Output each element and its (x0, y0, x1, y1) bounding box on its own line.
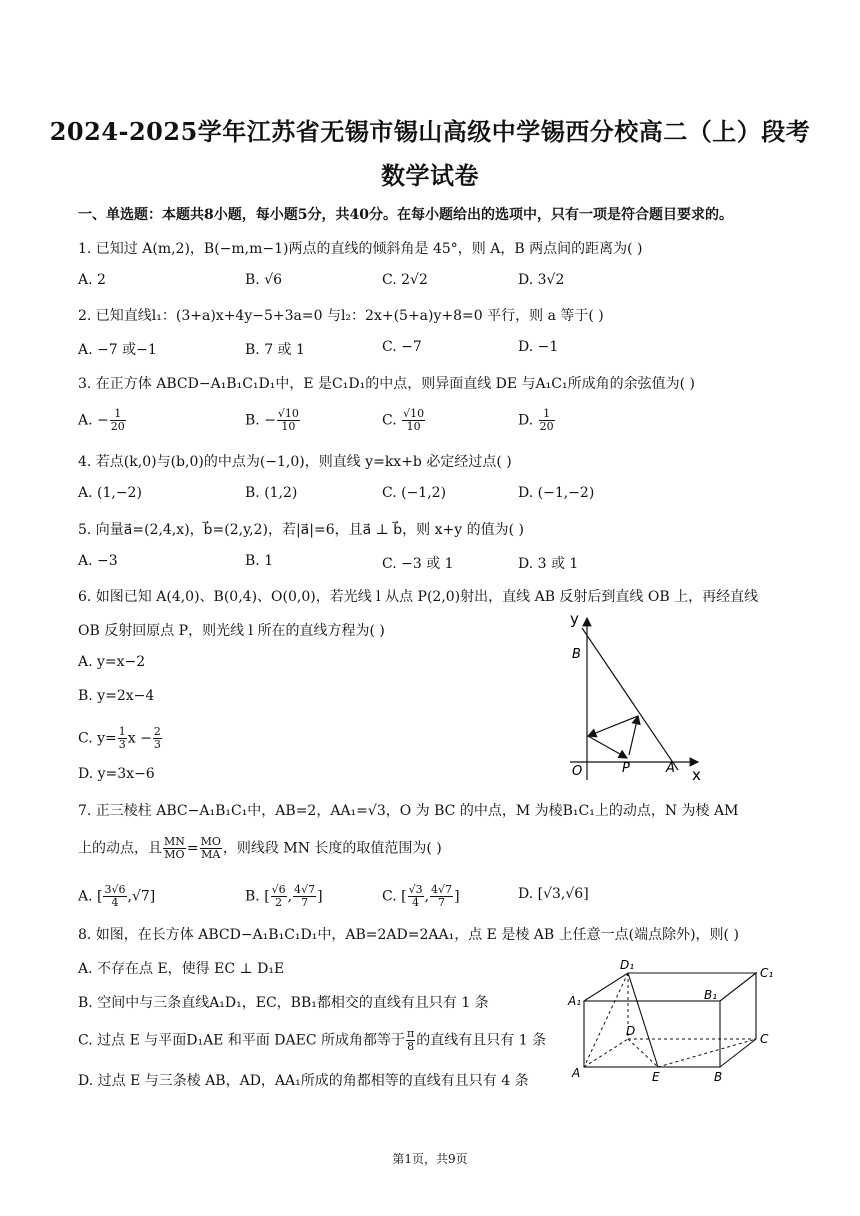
question-6-line-2: OB 反射回原点 P，则光线 l 所在的直线方程为( ) (78, 623, 385, 639)
reflection-figure (560, 610, 710, 788)
q1-option-d: D. 3√2 (518, 272, 565, 288)
q5-option-c: C. −3 或 1 (382, 556, 454, 572)
q3-option-a: A. − $\frac{1}{20}$ (78, 407, 125, 433)
q8-option-b: B. 空间中与三条直线A₁D₁，EC，BB₁都相交的直线有且只有 1 条 (78, 995, 489, 1011)
question-7-line-2: 上的动点，且 $\frac{MN}{MO}$ = $\frac{MO}{MA}$ ，则线段 MN 长度的取值范围为( ) (78, 835, 442, 861)
question-2: 2. 已知直线l₁：(3+a)x+4y−5+3a=0 与l₂：2x+(5+a)y+8=0 平行，则 a 等于( ) (78, 308, 604, 324)
q3-option-c: C. $\frac{√10}{10}$ (382, 407, 425, 433)
q2-option-c: C. −7 (382, 339, 422, 355)
label-o: O (572, 764, 583, 779)
label-b: B (572, 647, 581, 662)
label-e: E (652, 1070, 660, 1084)
label-b1: B₁ (704, 988, 718, 1002)
label-d: D (626, 1024, 636, 1038)
label-b: B (714, 1070, 723, 1084)
label-c1: C₁ (760, 966, 774, 980)
q4-option-d: D. (−1,−2) (518, 485, 595, 501)
question-8: 8. 如图，在长方体 ABCD−A₁B₁C₁D₁中，AB=2AD=2AA₁，点 E 是棱 AB 上任意一点(端点除外)，则( ) (78, 927, 739, 943)
label-p: P (622, 761, 630, 776)
question-1: 1. 已知过 A(m,2)，B(−m,m−1)两点的直线的倾斜角是 45°，则 A，B 两点间的距离为( ) (78, 241, 643, 257)
question-5: 5. 向量a⃗=(2,4,x)，b⃗=(2,y,2)，若|a⃗|=6，且a⃗ ⊥ b⃗，则 x+y 的值为( ) (78, 522, 524, 538)
section-heading: 一、单选题：本题共8小题，每小题5分，共40分。在每小题给出的选项中，只有一项是符合题目要求的。 (78, 207, 733, 223)
q2-option-a: A. −7 或−1 (78, 342, 157, 358)
page-footer: 第1页，共9页 (392, 1152, 468, 1166)
cuboid-right-face (720, 973, 756, 1067)
q1-option-b: B. √6 (245, 272, 283, 288)
segment-ec (658, 1039, 756, 1067)
q4-option-c: C. (−1,2) (382, 485, 447, 501)
title-line-1: 2024-2025学年江苏省无锡市锡山高级中学锡西分校高二（上）段考 (49, 117, 811, 146)
cuboid-top-face (584, 973, 756, 1001)
q2-option-b: B. 7 或 1 (245, 342, 305, 358)
label-d1: D₁ (620, 958, 635, 972)
q5-option-b: B. 1 (245, 553, 274, 569)
question-7-line-1: 7. 正三棱柱 ABC−A₁B₁C₁中，AB=2，AA₁=√3，O 为 BC 的中点，M 为棱B₁C₁上的动点，N 为棱 AM (78, 803, 739, 819)
q7-option-c: C. [ $\frac{√3}{4}$ , $\frac{4√7}{7}$ ] (382, 883, 460, 909)
q4-option-a: A. (1,−2) (78, 485, 142, 501)
q5-option-a: A. −3 (78, 553, 118, 569)
q8-option-a: A. 不存在点 E，使得 EC ⊥ D₁E (78, 961, 285, 977)
ray-2 (588, 716, 638, 736)
q7-option-b: B. [ $\frac{√6}{2}$ , $\frac{4√7}{7}$ ] (245, 883, 323, 909)
ray-3 (588, 736, 627, 758)
q3-option-d: D. $\frac{1}{20}$ (518, 407, 554, 433)
title-line-2: 数学试卷 (381, 161, 479, 190)
q8-option-d: D. 过点 E 与三条棱 AB，AD，AA₁所成的角都相等的直线有且只有 4 条 (78, 1073, 529, 1089)
hidden-edge-ad (584, 1039, 628, 1067)
q8-option-c: C. 过点 E 与平面D₁AE 和平面 DAEC 所成角都等于 $\frac{\pi}{8}$ 的直线有且只有 1 条 (78, 1027, 547, 1053)
q6-option-a: A. y=x−2 (78, 654, 146, 670)
label-a1: A₁ (568, 994, 582, 1008)
label-c: C (760, 1032, 769, 1046)
cuboid-front-face (584, 1001, 720, 1067)
q7-option-d: D. [√3,√6] (518, 886, 589, 902)
ray-1 (629, 716, 638, 755)
q1-option-a: A. 2 (78, 272, 106, 288)
q6-option-c: C. y= $\frac{1}{3}$ x − $\frac{2}{3}$ (78, 725, 161, 751)
q7-option-a: A. [ $\frac{3√6}{4}$ ,√7] (78, 883, 156, 909)
q6-option-d: D. y=3x−6 (78, 766, 155, 782)
q5-option-d: D. 3 或 1 (518, 556, 579, 572)
q3-option-b: B. − $\frac{√10}{10}$ (245, 407, 299, 433)
question-6-line-1: 6. 如图已知 A(4,0)、B(0,4)、O(0,0)，若光线 l 从点 P(2,0)射出，直线 AB 反射后到直线 OB 上，再经直线 (78, 589, 759, 605)
question-3: 3. 在正方体 ABCD−A₁B₁C₁D₁中，E 是C₁D₁的中点，则异面直线 DE 与A₁C₁所成角的余弦值为( ) (78, 376, 695, 392)
q4-option-b: B. (1,2) (245, 485, 298, 501)
question-4: 4. 若点(k,0)与(b,0)的中点为(−1,0)，则直线 y=kx+b 必定经过点( ) (78, 454, 512, 470)
q2-option-d: D. −1 (518, 339, 559, 355)
cuboid-figure (566, 955, 780, 1087)
label-y: y (570, 610, 579, 628)
label-a: A (666, 761, 675, 776)
q1-option-c: C. 2√2 (382, 272, 428, 288)
label-x: x (692, 766, 701, 784)
q6-option-b: B. y=2x−4 (78, 688, 155, 704)
label-a: A (572, 1066, 581, 1080)
